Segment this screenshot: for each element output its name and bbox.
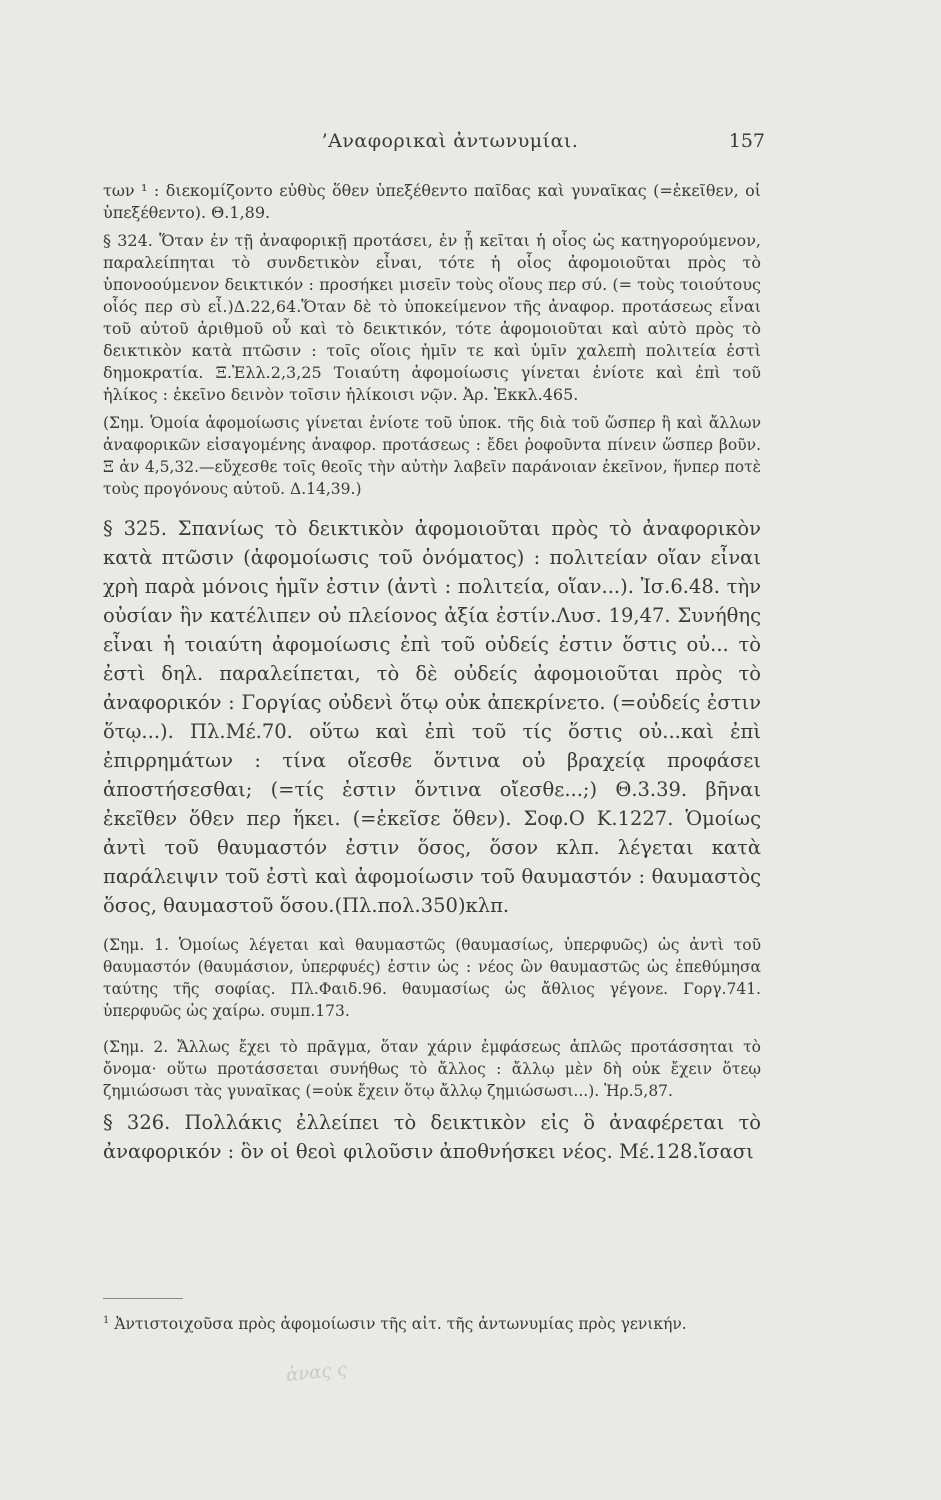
footnote-marker: 1 bbox=[103, 1315, 110, 1326]
paragraph-section-324: § 324. Ὅταν ἐν τῇ ἀναφορικῇ προτάσει, ἐν ᾗ κεῖται ἡ οἷος ὡς κατηγορούμενον, παραλείπηται τὸ συνδετικὸν εἶναι, τότε ἡ οἷος ἀφομοιοῦται πρὸς τὸ ὑπονοούμενον δεικτικόν : προσήκει μισεῖν τοὺς οἵους περ σύ. (= τοὺς τοιούτους οἷός περ σὺ εἶ.)Δ.22,64.Ὅταν δὲ τὸ ὑποκείμενον τῆς ἀναφορ. προτάσεως εἶναι τοῦ αὐτοῦ ἀριθμοῦ οὗ καὶ τὸ δεικτικόν, τότε ἀφομοιοῦται καὶ αὐτὸ πρὸς τὸ δεικτικὸν κατὰ πτῶσιν : τοῖς οἵοις ἡμῖν τε καὶ ὑμῖν χαλεπὴ πολιτεία ἐστὶ δημοκρατία. Ξ.Ἑλλ.2,3,25 Τοιαύτη ἀφομοίωσις γίνεται ἐνίοτε καὶ ἐπὶ τοῦ ἡλίκος : ἐκεῖνο δεινὸν τοῖσιν ἡλίκοισι νῷν. Ἀρ. Ἐκκλ.465. bbox=[103, 231, 761, 404]
paragraph-continuation: των ¹ : διεκομίζοντο εὐθὺς ὅθεν ὑπεξέθεντο παῖδας καὶ γυναῖκας (=ἐκεῖθεν, οἱ ὑπεξέθεντο). Θ.1,89. bbox=[103, 181, 761, 222]
paragraph-section-325: § 325. Σπανίως τὸ δεικτικὸν ἀφομοιοῦται πρὸς τὸ ἀναφορικὸν κατὰ πτῶσιν (ἀφομοίωσις τοῦ ὀνόματος) : πολιτείαν οἵαν εἶναι χρὴ παρὰ μόνοις ἡμῖν ἐστιν (ἀντὶ : πολιτεία, οἵαν...). Ἰσ.6.48. τὴν οὐσίαν ἣν κατέλιπεν οὐ πλείονος ἀξία ἐστίν.Λυσ. 19,47. Συνήθης εἶναι ἡ τοιαύτη ἀφομοίωσις ἐπὶ τοῦ οὐδείς ἐστιν ὅστις οὐ... τὸ ἐστὶ δηλ. παραλείπεται, τὸ δὲ οὐδείς ἀφομοιοῦται πρὸς τὸ ἀναφορικόν : Γοργίας οὐδενὶ ὅτῳ οὐκ ἀπεκρίνετο. (=οὐδείς ἐστιν ὅτῳ...). Πλ.Μέ.70. οὕτω καὶ ἐπὶ τοῦ τίς ὅστις οὐ...καὶ ἐπὶ ἐπιρρημάτων : τίνα οἴεσθε ὅντινα οὐ βραχείᾳ προφάσει ἀποστήσεσθαι; (=τίς ἐστιν ὅντινα οἴεσθε...;) Θ.3.39. βῆναι ἐκεῖθεν ὅθεν περ ἥκει. (=ἐκεῖσε ὅθεν). Σοφ.Ο Κ.1227. Ὁμοίως ἀντὶ τοῦ θαυμαστόν ἐστιν ὅσος, ὅσον κλπ. λέγεται κατὰ παράλειψιν τοῦ ἐστὶ καὶ ἀφομοίωσιν τοῦ θαυμαστόν : θαυμαστὸς ὅσος, θαυμαστοῦ ὅσου.(Πλ.πολ.350)κλπ. bbox=[103, 517, 761, 917]
pencil-annotation: ἀνας ς bbox=[285, 1358, 349, 1387]
footnote bbox=[103, 1310, 761, 1335]
footnote-text: Ἀντιστοιχοῦσα πρὸς ἀφομοίωσιν τῆς αἰτ. τῆς ἀντωνυμίας πρὸς γενικήν. bbox=[114, 1315, 687, 1334]
paragraph-note-324: (Σημ. Ὁμοία ἀφομοίωσις γίνεται ἐνίοτε τοῦ ὑποκ. τῆς διὰ τοῦ ὥσπερ ἢ καὶ ἄλλων ἀναφορικῶν εἰσαγομένης ἀναφορ. προτάσεως : ἔδει ῥοφοῦντα πίνειν ὥσπερ βοῦν. Ξ ἀν 4,5,32.—εὔχεσθε τοῖς θεοῖς τὴν αὐτὴν λαβεῖν παράνοιαν ἐκεῖνον, ἥνπερ ποτὲ τοὺς προγόνους αὐτοῦ. Δ.14,39.) bbox=[103, 414, 761, 498]
running-header bbox=[135, 130, 765, 160]
paragraph-section-326: § 326. Πολλάκις ἐλλείπει τὸ δεικτικὸν εἰς ὃ ἀναφέρεται τὸ ἀναφορικόν : ὃν οἱ θεοὶ φιλοῦσιν ἀποθνήσκει νέος. Μέ.128.ἴσασι bbox=[103, 1111, 761, 1163]
paragraph-note-325-2: (Σημ. 2. Ἄλλως ἔχει τὸ πρᾶγμα, ὅταν χάριν ἐμφάσεως ἁπλῶς προτάσσηται τὸ ὄνομα· οὕτω προτάσσεται συνήθως τὸ ἄλλος : ἄλλῳ μὲν δὴ οὐκ ἔχειν ὅτεῳ ζημιώσωσι τὰς γυναῖκας (=οὐκ ἔχειν ὅτῳ ἄλλῳ ζημιώσωσι...). Ἡρ.5,87. bbox=[103, 1038, 761, 1100]
chapter-title: ’Αναφορικαὶ ἀντωνυμίαι. bbox=[321, 130, 579, 152]
main-text bbox=[103, 180, 761, 1166]
paragraph-note-325-1: (Σημ. 1. Ὁμοίως λέγεται καὶ θαυμαστῶς (θαυμασίως, ὑπερφυῶς) ὡς ἀντὶ τοῦ θαυμαστόν (θαυμάσιον, ὑπερφυές) ἐστιν ὡς : νέος ὢν θαυμαστῶς ὡς ἐπεθύμησα ταύτης τῆς σοφίας. Πλ.Φαιδ.96. θαυμασίως ὡς ἄθλιος γέγονε. Γοργ.741. ὑπερφυῶς ὡς χαίρω. συμπ.173. bbox=[103, 936, 761, 1020]
footnote-divider bbox=[103, 1298, 183, 1299]
page-number: 157 bbox=[728, 130, 765, 152]
